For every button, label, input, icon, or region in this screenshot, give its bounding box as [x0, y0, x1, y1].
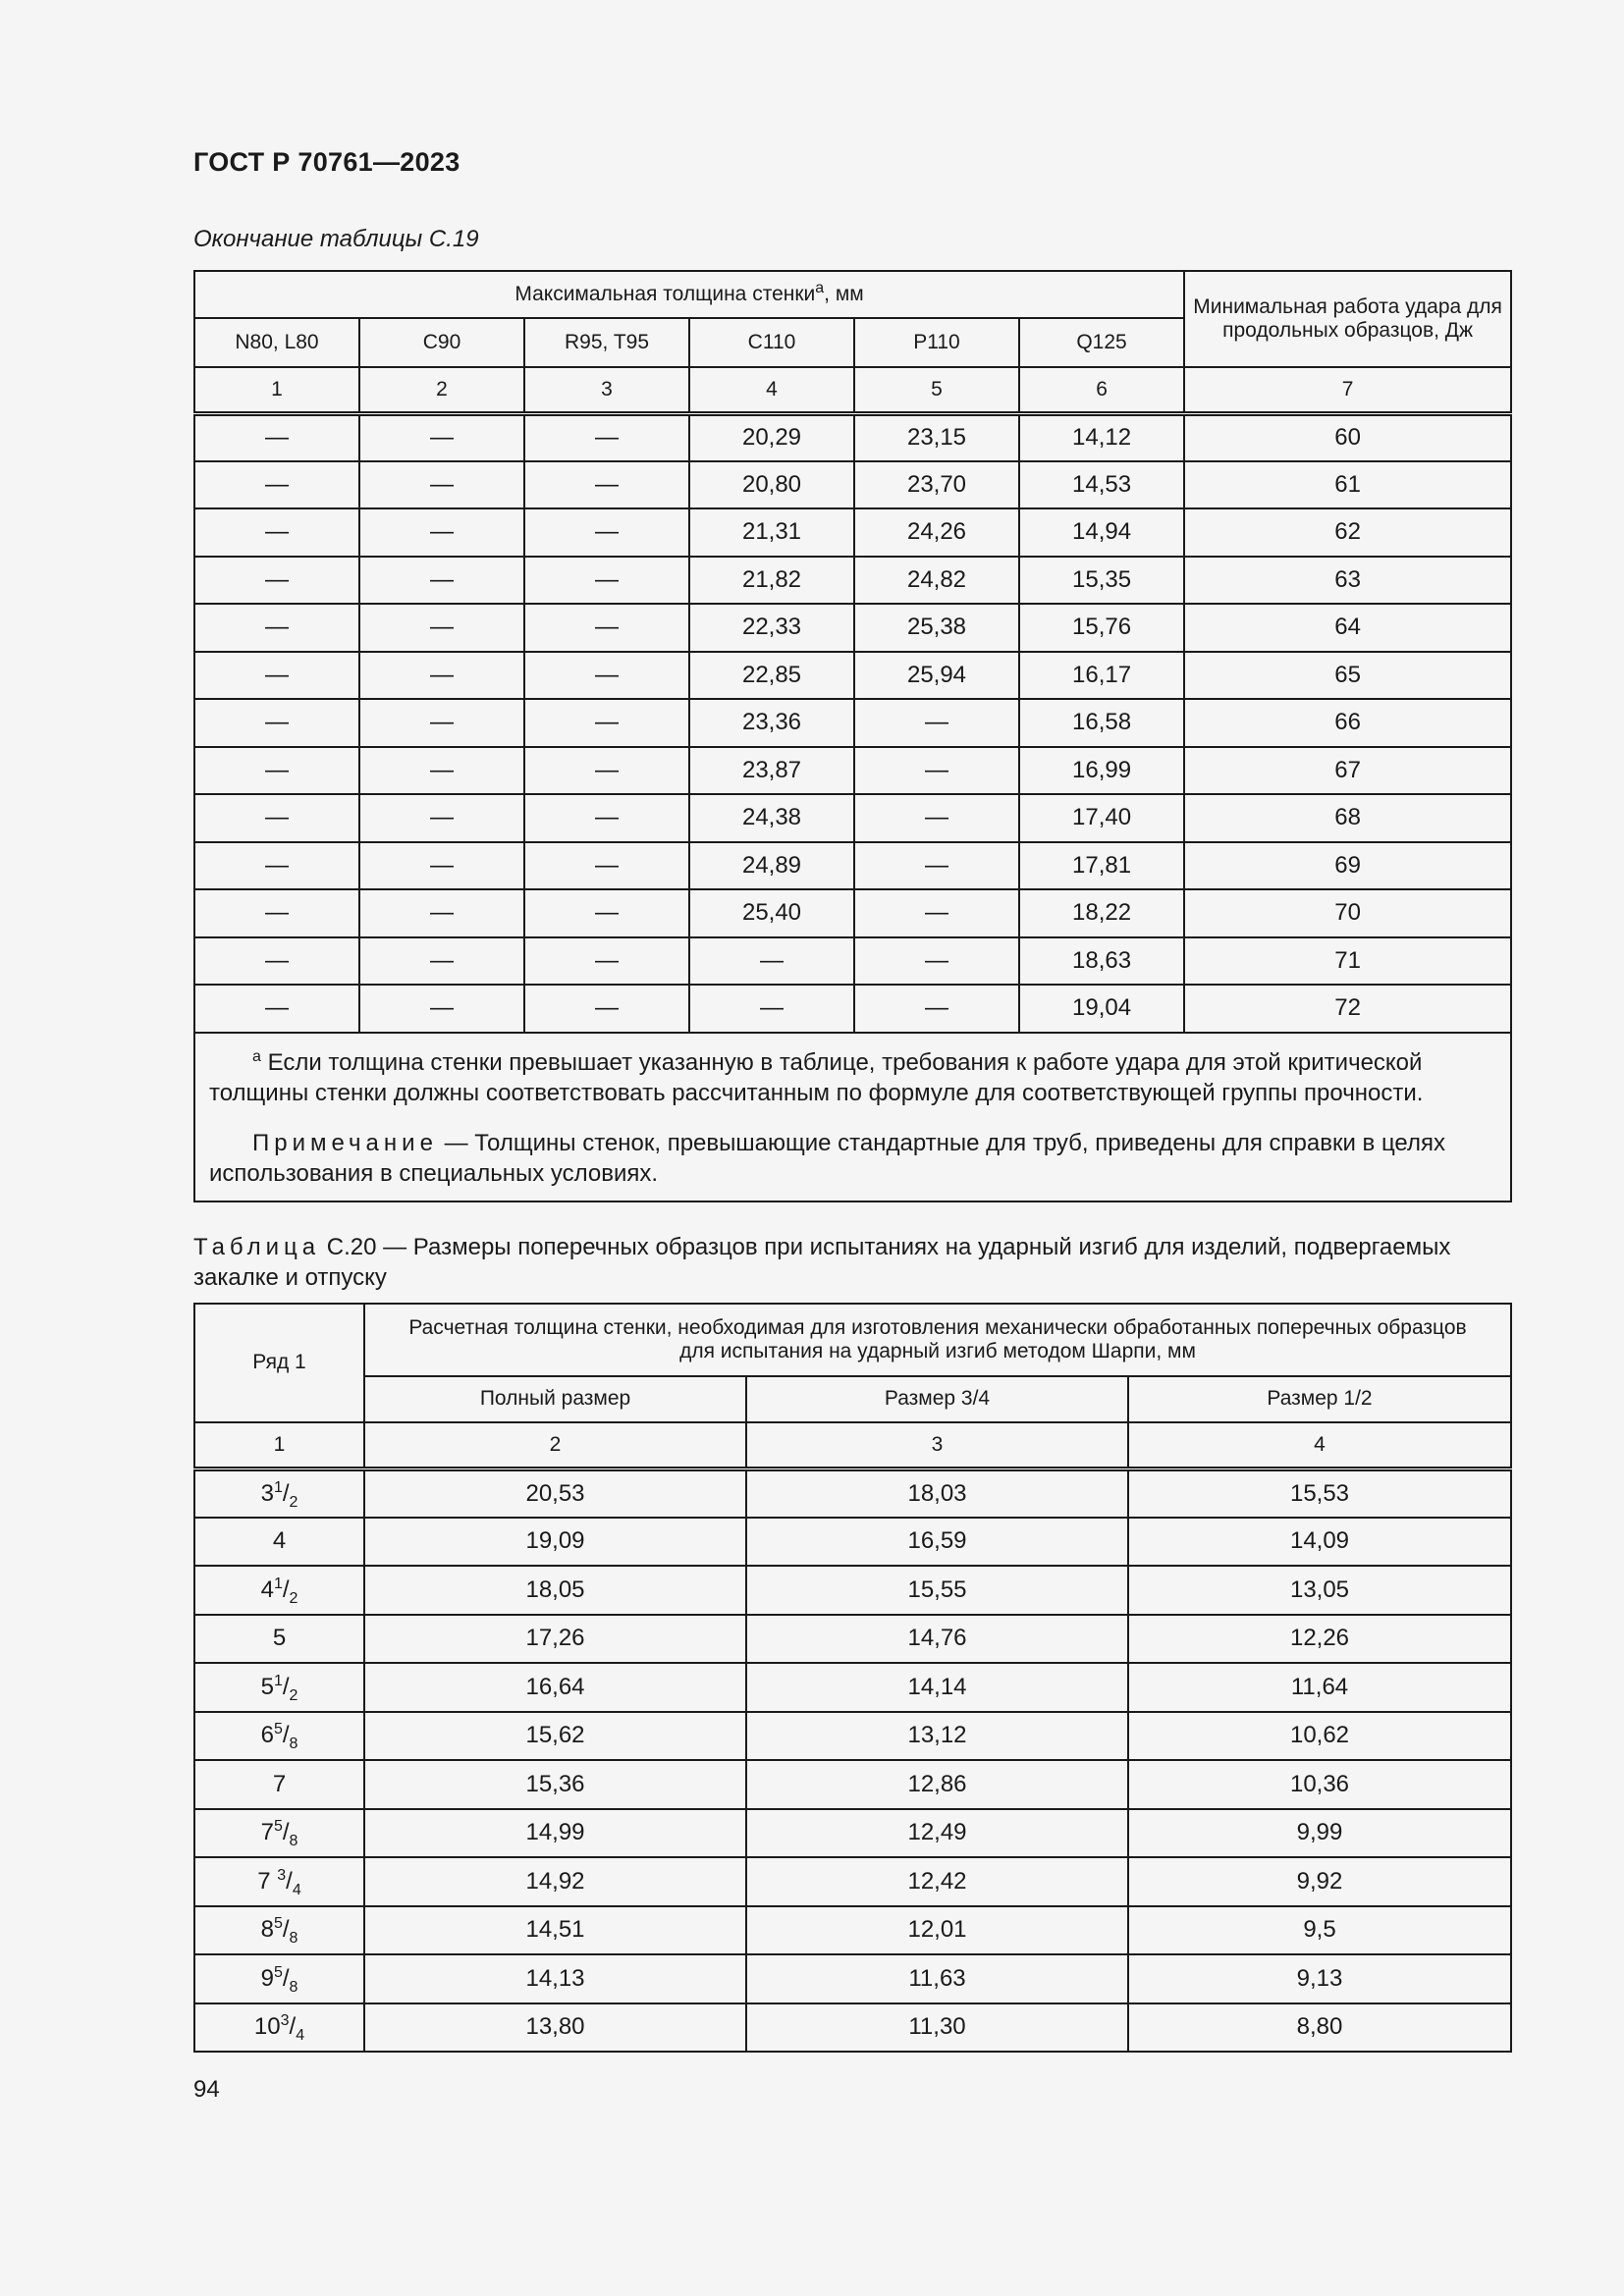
table-cell: 14,94 [1019, 508, 1184, 557]
table-cell: — [194, 937, 359, 986]
table-cell: 15,55 [746, 1566, 1128, 1615]
table-cell: — [359, 413, 524, 461]
table-row [194, 794, 1511, 842]
size-whole: 10 [253, 2013, 281, 2041]
column-header: Полный размер [364, 1376, 746, 1422]
table-cell: 67 [1184, 747, 1511, 795]
table-row [194, 937, 1511, 986]
table-cell: 20,53 [364, 1468, 746, 1518]
table-cell: — [359, 699, 524, 747]
table-cell: — [194, 604, 359, 652]
table-cell: — [194, 652, 359, 700]
footnote-marker: a [252, 1047, 261, 1065]
table-row [194, 1760, 1511, 1809]
table-row [194, 985, 1511, 1033]
table-cell: 9,5 [1128, 1906, 1511, 1955]
size-denominator: 2 [289, 1589, 298, 1607]
footnote-text: Если толщина стенки превышает указанную в таблице, требования к работе удара для этой критической толщины стенки должны соответствовать рассчитанным по формуле для соответствующей группы прочности. [209, 1048, 1424, 1106]
table-cell: 20,80 [689, 461, 854, 509]
table-row [194, 1954, 1511, 2003]
table-cell: — [854, 985, 1019, 1033]
table-cell: — [194, 889, 359, 937]
table-cell: — [359, 747, 524, 795]
table-cell: 71 [1184, 937, 1511, 986]
table-cell: 14,53 [1019, 461, 1184, 509]
table-cell: 23,70 [854, 461, 1019, 509]
table-row [194, 604, 1511, 652]
table-cell: — [359, 557, 524, 605]
table-cell: 9,13 [1128, 1954, 1511, 2003]
table-cell: 18,22 [1019, 889, 1184, 937]
table-cell: — [524, 794, 689, 842]
table-cell: 22,85 [689, 652, 854, 700]
size-whole: 7 [272, 1770, 287, 1797]
size-numerator: 1 [273, 1575, 283, 1592]
size-denominator: 8 [289, 1978, 298, 1996]
size-numerator: 1 [273, 1672, 283, 1689]
table-cell: — [854, 747, 1019, 795]
size-cell [194, 1857, 364, 1906]
table-row [194, 1518, 1511, 1567]
size-whole: 4 [272, 1527, 287, 1555]
table-cell: 10,62 [1128, 1712, 1511, 1761]
table-cell: 14,51 [364, 1906, 746, 1955]
table-cell: 15,36 [364, 1760, 746, 1809]
table-cell: 14,12 [1019, 413, 1184, 461]
fraction-slash: / [282, 1479, 290, 1507]
table-c20-group-header: Расчетная толщина стенки, необходимая для изготовления механически обработанных поперечных образцов для испытания на ударный изгиб методом Шарпи, мм [364, 1304, 1511, 1376]
fraction-slash: / [282, 1916, 290, 1944]
table-cell: 70 [1184, 889, 1511, 937]
table-cell: 69 [1184, 842, 1511, 890]
column-header: C90 [359, 318, 524, 367]
table-cell: 15,35 [1019, 557, 1184, 605]
caption-text: С.20 — Размеры поперечных образцов при испытаниях на ударный изгиб для изделий, подвергаемых закалке и отпуску [193, 1234, 1451, 1292]
table-c19-group-header [194, 271, 1184, 318]
table-cell: 18,03 [746, 1468, 1128, 1518]
table-cell: 9,92 [1128, 1857, 1511, 1906]
table-row [194, 889, 1511, 937]
table-cell: 14,92 [364, 1857, 746, 1906]
size-cell [194, 1566, 364, 1615]
table-row [194, 1566, 1511, 1615]
table-cell: 23,15 [854, 413, 1019, 461]
table-cell: 23,36 [689, 699, 854, 747]
table-row [194, 1615, 1511, 1664]
table-cell: 24,89 [689, 842, 854, 890]
table-row [194, 1906, 1511, 1955]
table-cell: 12,01 [746, 1906, 1128, 1955]
column-number: 6 [1019, 367, 1184, 413]
size-whole: 4 [260, 1575, 274, 1603]
table-row [194, 842, 1511, 890]
table-row [194, 1663, 1511, 1712]
table-cell: — [524, 461, 689, 509]
table-cell: — [524, 413, 689, 461]
table-cell: 22,33 [689, 604, 854, 652]
table-cell: — [194, 461, 359, 509]
note-text: — Толщины стенок, превышающие стандартные для труб, приведены для справки в целях использования в специальных условиях. [209, 1129, 1445, 1188]
table-cell: 13,80 [364, 2003, 746, 2053]
size-cell [194, 2003, 364, 2053]
table-cell: — [194, 508, 359, 557]
column-header: Размер 3/4 [746, 1376, 1128, 1422]
size-cell [194, 1809, 364, 1858]
fraction-slash: / [282, 1575, 290, 1603]
table-cell: 14,99 [364, 1809, 746, 1858]
table-cell: — [524, 557, 689, 605]
table-cell: 61 [1184, 461, 1511, 509]
column-header: R95, T95 [524, 318, 689, 367]
table-c19 [193, 270, 1512, 1202]
table-cell: — [194, 413, 359, 461]
table-cell: — [194, 557, 359, 605]
table-cell: 24,26 [854, 508, 1019, 557]
table-cell: 23,87 [689, 747, 854, 795]
size-numerator: 5 [273, 1963, 283, 1981]
table-cell: 12,86 [746, 1760, 1128, 1809]
size-denominator: 4 [292, 1881, 301, 1898]
table-cell: — [854, 937, 1019, 986]
size-denominator: 2 [289, 1686, 298, 1704]
size-cell [194, 1712, 364, 1761]
table-cell: — [524, 937, 689, 986]
size-cell [194, 1518, 364, 1567]
size-whole: 9 [260, 1964, 274, 1992]
size-whole: 5 [272, 1625, 287, 1652]
size-whole: 3 [260, 1479, 274, 1507]
table-cell: 8,80 [1128, 2003, 1511, 2053]
table-row [194, 699, 1511, 747]
table-cell: — [524, 985, 689, 1033]
table-cell: — [854, 889, 1019, 937]
size-denominator: 4 [296, 2027, 305, 2045]
table-cell: 72 [1184, 985, 1511, 1033]
table-cell: 16,64 [364, 1663, 746, 1712]
table-cell: 11,64 [1128, 1663, 1511, 1712]
table-cell: 16,17 [1019, 652, 1184, 700]
table-row [194, 557, 1511, 605]
column-number: 4 [1128, 1422, 1511, 1468]
fraction-slash: / [282, 1964, 290, 1992]
table-cell: — [194, 985, 359, 1033]
column-number: 5 [854, 367, 1019, 413]
table-cell: 17,26 [364, 1615, 746, 1664]
table-row [194, 1809, 1511, 1858]
fraction-slash: / [282, 1819, 290, 1846]
table-cell: 11,30 [746, 2003, 1128, 2053]
table-cell: 60 [1184, 413, 1511, 461]
table-cell: 15,62 [364, 1712, 746, 1761]
table-cell: 68 [1184, 794, 1511, 842]
table-cell: 12,26 [1128, 1615, 1511, 1664]
table-cell: — [359, 985, 524, 1033]
table-c19-continuation-caption: Окончание таблицы С.19 [193, 226, 479, 252]
table-cell: — [524, 508, 689, 557]
table-row [194, 2003, 1511, 2053]
fraction-slash: / [286, 1867, 293, 1895]
size-whole: 8 [260, 1916, 274, 1944]
size-numerator: 1 [273, 1478, 283, 1496]
size-denominator: 2 [289, 1493, 298, 1511]
table-row [194, 1712, 1511, 1761]
table-cell: — [524, 652, 689, 700]
column-header: C110 [689, 318, 854, 367]
table-cell: 15,76 [1019, 604, 1184, 652]
footnote-ref: a [815, 279, 825, 296]
table-cell: 12,42 [746, 1857, 1128, 1906]
table-cell: 24,82 [854, 557, 1019, 605]
size-whole: 7 [260, 1819, 274, 1846]
table-cell: — [524, 747, 689, 795]
table-row [194, 1468, 1511, 1518]
table-footnote-cell [194, 1033, 1511, 1202]
table-cell: 19,04 [1019, 985, 1184, 1033]
table-cell: — [359, 461, 524, 509]
column-header: Размер 1/2 [1128, 1376, 1511, 1422]
table-footnote-row [194, 1033, 1511, 1202]
size-denominator: 8 [289, 1930, 298, 1948]
table-row [194, 747, 1511, 795]
column-number: 3 [746, 1422, 1128, 1468]
table-cell: — [359, 937, 524, 986]
table-cell: 18,63 [1019, 937, 1184, 986]
table-cell: 9,99 [1128, 1809, 1511, 1858]
group-header-unit: , мм [824, 282, 864, 305]
table-cell: — [524, 699, 689, 747]
table-cell: — [194, 699, 359, 747]
column-number: 3 [524, 367, 689, 413]
fraction-slash: / [282, 1722, 290, 1749]
table-cell: — [359, 508, 524, 557]
table-cell: — [359, 794, 524, 842]
document-title: ГОСТ Р 70761—2023 [193, 147, 460, 177]
size-numerator: 3 [277, 1866, 287, 1884]
footnote [209, 1047, 1496, 1108]
table-c20 [193, 1303, 1512, 2053]
column-number: 1 [194, 1422, 364, 1468]
table-cell: 11,63 [746, 1954, 1128, 2003]
table-cell: 13,12 [746, 1712, 1128, 1761]
column-number: 4 [689, 367, 854, 413]
size-cell [194, 1760, 364, 1809]
size-numerator: 5 [273, 1818, 283, 1836]
table-cell: 17,40 [1019, 794, 1184, 842]
column-header: Q125 [1019, 318, 1184, 367]
table-cell: 24,38 [689, 794, 854, 842]
table-cell: 16,59 [746, 1518, 1128, 1567]
table-cell: — [854, 699, 1019, 747]
table-cell: 63 [1184, 557, 1511, 605]
table-cell: 15,53 [1128, 1468, 1511, 1518]
table-row [194, 413, 1511, 461]
column-number: 2 [364, 1422, 746, 1468]
column-number: 2 [359, 367, 524, 413]
page-number: 94 [193, 2076, 220, 2103]
size-cell [194, 1615, 364, 1664]
size-whole: 7 [257, 1867, 278, 1895]
table-cell: 64 [1184, 604, 1511, 652]
table-cell: 65 [1184, 652, 1511, 700]
table-cell: 12,49 [746, 1809, 1128, 1858]
table-cell: — [359, 652, 524, 700]
column-number: 1 [194, 367, 359, 413]
table-cell: — [359, 842, 524, 890]
size-denominator: 8 [289, 1833, 298, 1850]
table-cell: 21,82 [689, 557, 854, 605]
table-cell: 14,09 [1128, 1518, 1511, 1567]
size-whole: 6 [260, 1722, 274, 1749]
column-number: 7 [1184, 367, 1511, 413]
table-cell: 62 [1184, 508, 1511, 557]
table-cell: 25,38 [854, 604, 1019, 652]
table-cell: 25,40 [689, 889, 854, 937]
table-row [194, 461, 1511, 509]
size-cell [194, 1906, 364, 1955]
table-cell: 20,29 [689, 413, 854, 461]
note [209, 1128, 1496, 1189]
table-cell: 13,05 [1128, 1566, 1511, 1615]
table-cell: 14,14 [746, 1663, 1128, 1712]
table-cell: 16,99 [1019, 747, 1184, 795]
table-c19-work-header: Минимальная работа удара для продольных образцов, Дж [1184, 271, 1511, 367]
table-cell: 66 [1184, 699, 1511, 747]
table-cell: — [194, 794, 359, 842]
table-cell: 18,05 [364, 1566, 746, 1615]
size-numerator: 3 [280, 2012, 290, 2030]
size-numerator: 5 [273, 1721, 283, 1738]
fraction-slash: / [289, 2013, 297, 2041]
table-cell: 19,09 [364, 1518, 746, 1567]
table-cell: 14,13 [364, 1954, 746, 2003]
size-whole: 5 [260, 1673, 274, 1700]
note-label: Примечание [252, 1129, 438, 1156]
table-row [194, 652, 1511, 700]
table-cell: — [689, 985, 854, 1033]
table-cell: 14,76 [746, 1615, 1128, 1664]
table-cell: 25,94 [854, 652, 1019, 700]
table-cell: 21,31 [689, 508, 854, 557]
table-cell: — [524, 889, 689, 937]
table-cell: — [524, 604, 689, 652]
table-cell: 16,58 [1019, 699, 1184, 747]
column-header: P110 [854, 318, 1019, 367]
table-row [194, 508, 1511, 557]
table-c20-row-header: Ряд 1 [194, 1304, 364, 1422]
size-cell [194, 1954, 364, 2003]
table-cell: 17,81 [1019, 842, 1184, 890]
table-cell: — [689, 937, 854, 986]
size-denominator: 8 [289, 1735, 298, 1753]
table-cell: — [359, 604, 524, 652]
table-row [194, 1857, 1511, 1906]
caption-label: Таблица [193, 1234, 321, 1260]
table-cell: — [854, 842, 1019, 890]
size-numerator: 5 [273, 1915, 283, 1933]
fraction-slash: / [282, 1673, 290, 1700]
table-cell: — [854, 794, 1019, 842]
table-cell: — [359, 889, 524, 937]
table-cell: — [194, 747, 359, 795]
table-cell: — [524, 842, 689, 890]
group-header-text: Максимальная толщина стенки [514, 282, 816, 305]
size-cell [194, 1663, 364, 1712]
table-cell: — [194, 842, 359, 890]
table-c20-caption [193, 1232, 1514, 1293]
table-cell: 10,36 [1128, 1760, 1511, 1809]
size-cell [194, 1468, 364, 1518]
column-header: N80, L80 [194, 318, 359, 367]
